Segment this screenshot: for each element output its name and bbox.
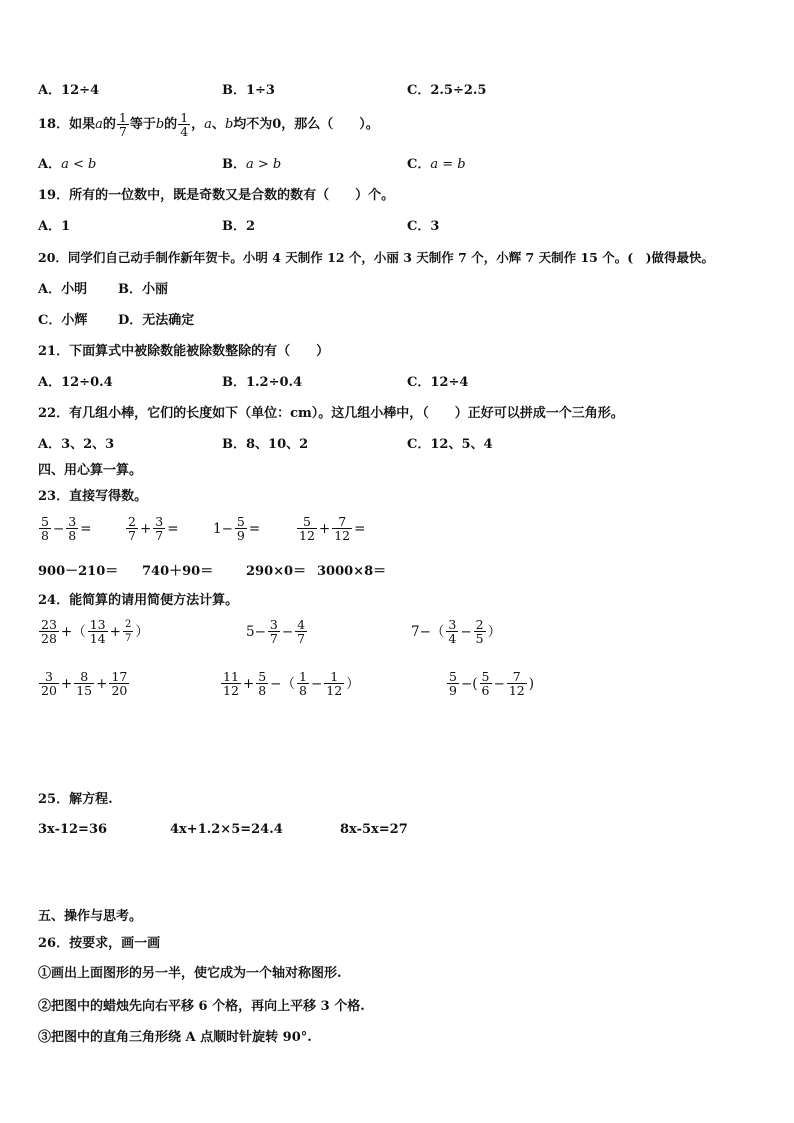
fraction: $\frac{5}{9}$ — [236, 514, 245, 543]
q21-option-b: B．1.2÷0.4 — [222, 375, 303, 390]
q18-text: 、 — [211, 116, 225, 132]
section-4-heading: 四、用心算一算。 — [38, 463, 143, 478]
q22-option-c: C．12、5、4 — [407, 437, 493, 452]
fraction: $\frac{3}{20}$ — [41, 669, 57, 698]
q17-option-a: A．12÷4 — [38, 83, 100, 98]
q23-int-2: 740＋90＝ — [142, 564, 214, 579]
q22-question: 22．有几组小棒，它们的长度如下（单位：cm）。这几组小棒中，（ ）正好可以拼成一个三角形。 — [38, 406, 624, 421]
q26-item-3: ③把图中的直角三角形绕 A 点顺时针旋转 90°. — [38, 1030, 312, 1045]
fraction: $\frac{7}{12}$ — [508, 669, 525, 698]
q24-expr-1: $\frac{23}{28}$ +（ $\frac{13}{14}$ + $\frac{2}{7}$ ） — [41, 617, 149, 646]
fraction: $\frac{2}{7}$ — [124, 619, 132, 644]
section-5-heading: 五、操作与思考。 — [38, 909, 143, 924]
var-b: b — [224, 116, 234, 132]
q19-option-b: B．2 — [222, 219, 256, 234]
q23-title: 23．直接写得数。 — [38, 489, 148, 504]
q20-option-d: D．无法确定 — [118, 313, 195, 328]
q20-option-c: C．小辉 — [38, 313, 88, 328]
q18-option-a: A．a < b — [38, 157, 97, 172]
fraction: $\frac{7}{12}$ — [334, 514, 351, 543]
fraction: $\frac{13}{14}$ — [89, 617, 106, 646]
q25-equation-1: 3x-12=36 — [38, 822, 108, 837]
q18-question — [38, 111, 379, 138]
q18-text: 均不为0，那么（ ）。 — [233, 116, 379, 132]
fraction: $\frac{5}{8}$ — [258, 669, 267, 698]
q23-int-1: 900－210＝ — [38, 564, 119, 579]
q21-question: 21．下面算式中被除数能被除数整除的有（ ） — [38, 344, 330, 359]
q23-expr-3: 1− $\frac{5}{9}$ = — [213, 514, 261, 543]
q26-item-2: ②把图中的蜡烛先向右平移 6 个格，再向上平移 3 个格. — [38, 999, 365, 1014]
fraction: $\frac{2}{5}$ — [475, 617, 484, 646]
q23-int-4: 3000×8＝ — [317, 564, 387, 579]
q19-option-c: C．3 — [407, 219, 440, 234]
q24-expr-2: 5− $\frac{3}{7}$ − $\frac{4}{7}$ — [246, 617, 306, 646]
q25-equation-2: 4x+1.2×5=24.4 — [170, 822, 283, 837]
fraction: $\frac{23}{28}$ — [41, 617, 57, 646]
q25-title: 25．解方程. — [38, 792, 113, 807]
fraction: $\frac{1}{12}$ — [326, 669, 343, 698]
q23-expr-2: $\frac{2}{7}$ + $\frac{3}{7}$ = — [128, 514, 179, 543]
fraction: $\frac{11}{12}$ — [223, 669, 239, 698]
q18-prefix: 18．如果 — [38, 116, 96, 132]
q20-option-b: B．小丽 — [118, 282, 168, 297]
fraction: $\frac{5}{9}$ — [449, 669, 457, 698]
fraction: $\frac{1}{7}$ — [118, 110, 127, 139]
q24-expr-5: $\frac{11}{12}$ + $\frac{5}{8}$ −（ $\frac{1}{8}$ − $\frac{1}{12}$ ） — [223, 669, 360, 698]
q20-option-a: A．小明 — [38, 282, 88, 297]
fraction: $\frac{3}{7}$ — [269, 617, 278, 646]
q18-text: 的 — [102, 116, 116, 132]
q18-text: 的 — [164, 116, 178, 132]
q25-equation-3: 8x-5x=27 — [340, 822, 408, 837]
q19-question: 19．所有的一位数中，既是奇数又是合数的数有（ ）个。 — [38, 188, 395, 203]
q17-option-b: B．1÷3 — [222, 83, 275, 98]
fraction: $\frac{5}{6}$ — [481, 669, 490, 698]
var-b: b — [155, 116, 165, 132]
fraction: $\frac{2}{7}$ — [128, 514, 136, 543]
q21-option-c: C．12÷4 — [407, 375, 469, 390]
q23-expr-4: $\frac{5}{12}$ + $\frac{7}{12}$ = — [299, 514, 366, 543]
var-a: a — [204, 116, 212, 132]
q24-expr-6: $\frac{5}{9}$ −( $\frac{5}{6}$ − $\frac{7}{12}$ ) — [449, 669, 534, 698]
q20-question: 20．同学们自己动手制作新年贺卡。小明 4 天制作 12 个，小丽 3 天制作 7 个，小辉 7 天制作 15 个。( )做得最快。 — [38, 250, 715, 265]
fraction: $\frac{1}{8}$ — [298, 669, 307, 698]
q18-option-c: C．a = b — [407, 157, 466, 172]
q23-expr-1: $\frac{5}{8}$ − $\frac{3}{8}$ = — [41, 514, 92, 543]
fraction: $\frac{8}{15}$ — [76, 669, 93, 698]
fraction: $\frac{5}{12}$ — [299, 514, 315, 543]
q18-text: 等于 — [129, 116, 156, 132]
q23-int-3: 290×0＝ — [246, 564, 307, 579]
q22-option-b: B．8、10、2 — [222, 437, 309, 452]
q26-item-1: ①画出上面图形的另一半，使它成为一个轴对称图形. — [38, 966, 342, 981]
q26-title: 26．按要求，画一画 — [38, 936, 161, 951]
fraction: $\frac{3}{4}$ — [448, 617, 457, 646]
fraction: $\frac{5}{8}$ — [41, 514, 49, 543]
q22-option-a: A．3、2、3 — [38, 437, 115, 452]
q18-text: ， — [191, 116, 205, 132]
var-a: a — [95, 116, 103, 132]
fraction: $\frac{3}{7}$ — [155, 514, 164, 543]
fraction: $\frac{1}{4}$ — [180, 110, 189, 139]
q24-expr-4: $\frac{3}{20}$ + $\frac{8}{15}$ + $\frac{17}{20}$ — [41, 669, 128, 698]
fraction: $\frac{4}{7}$ — [297, 617, 306, 646]
q24-title: 24．能简算的请用简便方法计算。 — [38, 593, 239, 608]
q24-expr-3: 7−（ $\frac{3}{4}$ − $\frac{2}{5}$ ） — [411, 617, 502, 646]
q19-option-a: A．1 — [38, 219, 71, 234]
q18-option-b: B．a > b — [222, 157, 282, 172]
q17-option-c: C．2.5÷2.5 — [407, 83, 487, 98]
fraction: $\frac{3}{8}$ — [68, 514, 77, 543]
fraction: $\frac{17}{20}$ — [111, 669, 128, 698]
q21-option-a: A．12÷0.4 — [38, 375, 113, 390]
